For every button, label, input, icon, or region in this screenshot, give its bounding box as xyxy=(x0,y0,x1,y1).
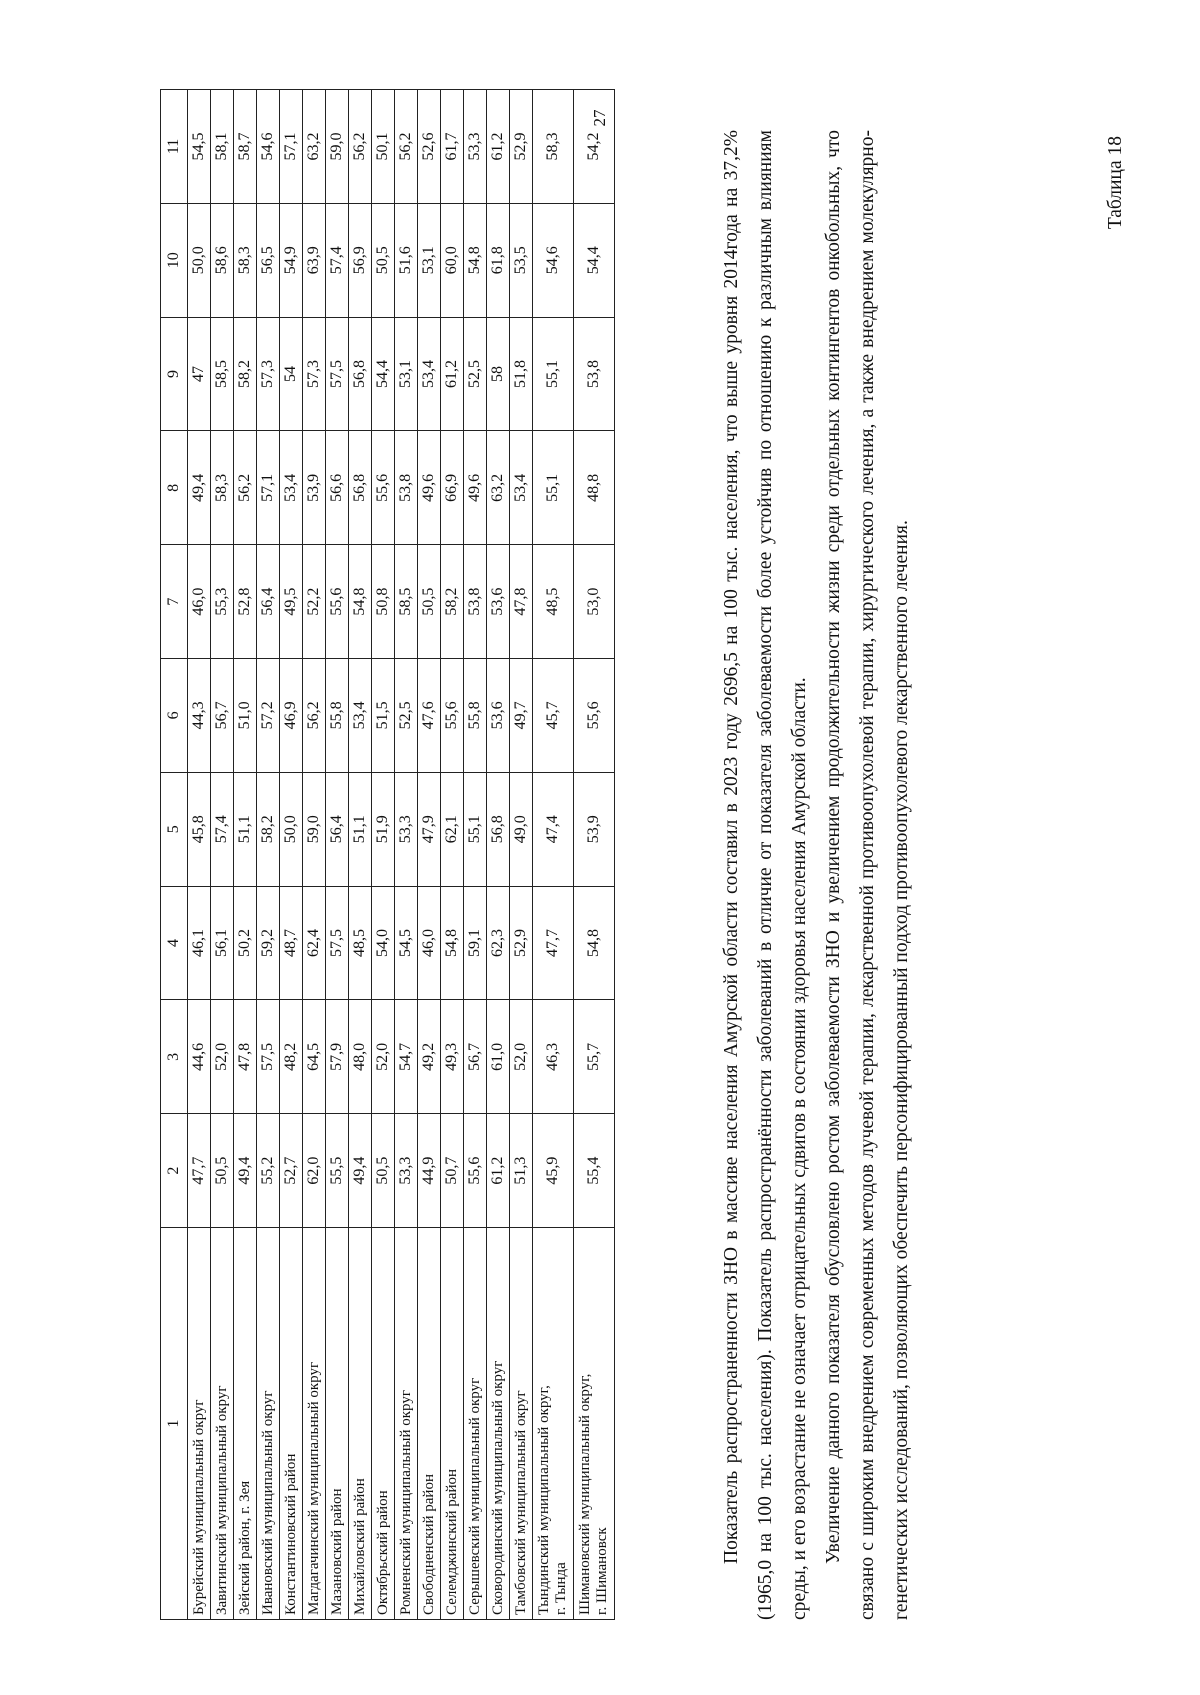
region-name-cell xyxy=(211,1228,234,1620)
value-cell: 49,5 xyxy=(280,545,303,659)
value-cell: 55,1 xyxy=(533,317,574,431)
value-cell: 50,0 xyxy=(280,772,303,886)
value-cell: 57,3 xyxy=(257,317,280,431)
value-cell: 59,0 xyxy=(303,772,326,886)
value-cell: 52,5 xyxy=(464,317,487,431)
value-cell: 53,6 xyxy=(487,659,510,773)
value-cell: 62,0 xyxy=(303,1114,326,1228)
value-cell: 57,1 xyxy=(257,431,280,545)
paragraph: Увеличение данного показателя обусловлено ростом заболеваемости ЗНО и увеличением продолжительности жизни среди отдельных контингентов онкобольных, что связано с широким внедрением современных методов лучевой терапии, лекарственной противоопухолевой терапии, хирургического лечения, а также внедрением молекулярно-генетических исследований, позволяющих обеспечить персонифицированный подход противоопухолевого лекарственного лечения. xyxy=(823,130,912,1620)
value-cell: 51,1 xyxy=(349,772,372,886)
value-cell: 54,8 xyxy=(441,886,464,1000)
value-cell: 47,8 xyxy=(234,1000,257,1114)
value-cell: 51,8 xyxy=(510,317,533,431)
value-cell: 53,3 xyxy=(395,1114,418,1228)
column-header: 10 xyxy=(161,203,188,317)
value-cell: 53,4 xyxy=(510,431,533,545)
table-row xyxy=(487,90,510,1620)
value-cell: 48,5 xyxy=(533,545,574,659)
region-name-cell xyxy=(418,1228,441,1620)
region-name: Завитинский муниципальный округ xyxy=(213,1385,230,1615)
value-cell: 59,2 xyxy=(257,886,280,1000)
region-name-city: г. Тында xyxy=(553,1562,569,1615)
region-name-cell xyxy=(280,1228,303,1620)
column-header: 3 xyxy=(161,1000,188,1114)
table-row xyxy=(303,90,326,1620)
region-name-cell xyxy=(372,1228,395,1620)
value-cell: 51,3 xyxy=(510,1114,533,1228)
value-cell: 57,3 xyxy=(303,317,326,431)
value-cell: 55,8 xyxy=(326,659,349,773)
value-cell: 54,6 xyxy=(533,203,574,317)
table-row xyxy=(464,90,487,1620)
value-cell: 53,4 xyxy=(280,431,303,545)
value-cell: 52,0 xyxy=(510,1000,533,1114)
value-cell: 55,4 xyxy=(574,1114,615,1228)
value-cell: 55,8 xyxy=(464,659,487,773)
region-name-cell xyxy=(574,1228,615,1620)
value-cell: 56,2 xyxy=(395,90,418,204)
value-cell: 57,4 xyxy=(326,203,349,317)
value-cell: 53,1 xyxy=(418,203,441,317)
value-cell: 53,6 xyxy=(487,545,510,659)
value-cell: 58,2 xyxy=(257,772,280,886)
column-header: 6 xyxy=(161,659,188,773)
table-row xyxy=(372,90,395,1620)
region-name-cell xyxy=(234,1228,257,1620)
value-cell: 47 xyxy=(188,317,211,431)
value-cell: 61,2 xyxy=(487,1114,510,1228)
value-cell: 56,9 xyxy=(349,203,372,317)
region-name-cell xyxy=(303,1228,326,1620)
value-cell: 53,4 xyxy=(349,659,372,773)
page-number: 27 xyxy=(590,109,609,127)
region-name-cell xyxy=(464,1228,487,1620)
table-row xyxy=(395,90,418,1620)
value-cell: 55,6 xyxy=(441,659,464,773)
value-cell: 55,2 xyxy=(257,1114,280,1228)
value-cell: 53,8 xyxy=(574,317,615,431)
table-header-row xyxy=(161,90,188,1620)
region-name-cell xyxy=(395,1228,418,1620)
region-name: Мазановский район xyxy=(328,1488,345,1615)
value-cell: 62,4 xyxy=(303,886,326,1000)
value-cell: 51,5 xyxy=(372,659,395,773)
value-cell: 50,2 xyxy=(234,886,257,1000)
region-name-cell xyxy=(533,1228,574,1620)
value-cell: 44,3 xyxy=(188,659,211,773)
rotated-page-content xyxy=(160,90,1200,1650)
value-cell: 54,5 xyxy=(188,90,211,204)
value-cell: 56,6 xyxy=(326,431,349,545)
value-cell: 50,7 xyxy=(441,1114,464,1228)
value-cell: 45,9 xyxy=(533,1114,574,1228)
value-cell: 54,4 xyxy=(372,317,395,431)
region-name-cell xyxy=(510,1228,533,1620)
region-name: Бурейский муниципальный округ xyxy=(190,1399,207,1615)
value-cell: 55,1 xyxy=(464,772,487,886)
value-cell: 56,8 xyxy=(487,772,510,886)
region-name-cell xyxy=(188,1228,211,1620)
value-cell: 59,1 xyxy=(464,886,487,1000)
value-cell: 47,9 xyxy=(418,772,441,886)
value-cell: 52,7 xyxy=(280,1114,303,1228)
value-cell: 59,0 xyxy=(326,90,349,204)
value-cell: 51,9 xyxy=(372,772,395,886)
value-cell: 58,3 xyxy=(533,90,574,204)
table-row xyxy=(441,90,464,1620)
column-header: 11 xyxy=(161,90,188,204)
value-cell: 45,7 xyxy=(533,659,574,773)
value-cell: 48,8 xyxy=(574,431,615,545)
table-row xyxy=(510,90,533,1620)
value-cell: 44,9 xyxy=(418,1114,441,1228)
value-cell: 57,5 xyxy=(257,1000,280,1114)
region-name: Зейский район, г. Зея xyxy=(236,1480,253,1615)
value-cell: 58,1 xyxy=(211,90,234,204)
value-cell: 53,8 xyxy=(395,431,418,545)
body-text xyxy=(715,130,919,1620)
value-cell: 58,3 xyxy=(211,431,234,545)
value-cell: 58,5 xyxy=(395,545,418,659)
column-header: 8 xyxy=(161,431,188,545)
value-cell: 53,3 xyxy=(464,90,487,204)
value-cell: 60,0 xyxy=(441,203,464,317)
value-cell: 50,5 xyxy=(372,1114,395,1228)
value-cell: 53,5 xyxy=(510,203,533,317)
column-header: 1 xyxy=(161,1228,188,1620)
table-row xyxy=(211,90,234,1620)
value-cell: 45,8 xyxy=(188,772,211,886)
value-cell: 49,3 xyxy=(441,1000,464,1114)
region-name-cell xyxy=(257,1228,280,1620)
region-name: Октябрьский район xyxy=(374,1490,391,1615)
value-cell: 50,5 xyxy=(211,1114,234,1228)
value-cell: 50,0 xyxy=(188,203,211,317)
value-cell: 57,2 xyxy=(257,659,280,773)
value-cell: 55,7 xyxy=(574,1000,615,1114)
value-cell: 52,6 xyxy=(418,90,441,204)
region-name-cell xyxy=(326,1228,349,1620)
value-cell: 58,6 xyxy=(211,203,234,317)
column-header: 9 xyxy=(161,317,188,431)
value-cell: 46,9 xyxy=(280,659,303,773)
value-cell: 54,8 xyxy=(349,545,372,659)
value-cell: 61,7 xyxy=(441,90,464,204)
value-cell: 64,5 xyxy=(303,1000,326,1114)
value-cell: 48,5 xyxy=(349,886,372,1000)
value-cell: 56,8 xyxy=(349,317,372,431)
value-cell: 63,2 xyxy=(303,90,326,204)
value-cell: 54,5 xyxy=(395,886,418,1000)
value-cell: 55,1 xyxy=(533,431,574,545)
value-cell: 55,3 xyxy=(211,545,234,659)
value-cell: 47,6 xyxy=(418,659,441,773)
value-cell: 63,2 xyxy=(487,431,510,545)
value-cell: 57,5 xyxy=(326,317,349,431)
value-cell: 55,6 xyxy=(372,431,395,545)
value-cell: 55,6 xyxy=(464,1114,487,1228)
value-cell: 54,7 xyxy=(395,1000,418,1114)
region-name: Селемджинский район xyxy=(443,1469,460,1615)
value-cell: 54,8 xyxy=(574,886,615,1000)
table-row xyxy=(574,90,615,1620)
value-cell: 57,1 xyxy=(280,90,303,204)
value-cell: 57,4 xyxy=(211,772,234,886)
region-name: Шимановский муниципальный округ, xyxy=(577,1373,593,1615)
value-cell: 49,4 xyxy=(349,1114,372,1228)
value-cell: 53,9 xyxy=(574,772,615,886)
value-cell: 50,1 xyxy=(372,90,395,204)
value-cell: 56,8 xyxy=(349,431,372,545)
value-cell: 54,2 xyxy=(574,90,615,204)
value-cell: 49,7 xyxy=(510,659,533,773)
value-cell: 54,8 xyxy=(464,203,487,317)
value-cell: 56,5 xyxy=(257,203,280,317)
value-cell: 49,4 xyxy=(234,1114,257,1228)
value-cell: 48,2 xyxy=(280,1000,303,1114)
region-name: Ромненский муниципальный округ xyxy=(397,1389,414,1615)
value-cell: 61,0 xyxy=(487,1000,510,1114)
value-cell: 53,9 xyxy=(303,431,326,545)
paragraph: Показатель распространенности ЗНО в массиве населения Амурской области составил в 2023 году 2696,5 на 100 тыс. населения, что выше уровня 2014года на 37,2%(1965,0 на 100 тыс. населения). Показатель распространённости заболеваний в отличие от показателя заболеваемости более устойчив по отношению к различным влияниям среды, и его возрастание не означает отрицательных сдвигов в состоянии здоровья населения Амурской области. xyxy=(721,130,810,1620)
column-header: 7 xyxy=(161,545,188,659)
region-name-city: г. Шимановск xyxy=(594,1527,610,1615)
value-cell: 49,6 xyxy=(418,431,441,545)
value-cell: 51,6 xyxy=(395,203,418,317)
value-cell: 47,7 xyxy=(533,886,574,1000)
value-cell: 49,2 xyxy=(418,1000,441,1114)
value-cell: 53,3 xyxy=(395,772,418,886)
value-cell: 46,1 xyxy=(188,886,211,1000)
value-cell: 47,4 xyxy=(533,772,574,886)
value-cell: 56,4 xyxy=(257,545,280,659)
value-cell: 46,0 xyxy=(418,886,441,1000)
table-row xyxy=(234,90,257,1620)
value-cell: 62,3 xyxy=(487,886,510,1000)
value-cell: 58,7 xyxy=(234,90,257,204)
value-cell: 49,0 xyxy=(510,772,533,886)
value-cell: 49,4 xyxy=(188,431,211,545)
column-header: 4 xyxy=(161,886,188,1000)
region-name-cell xyxy=(487,1228,510,1620)
value-cell: 58,3 xyxy=(234,203,257,317)
value-cell: 55,5 xyxy=(326,1114,349,1228)
value-cell: 46,3 xyxy=(533,1000,574,1114)
value-cell: 56,2 xyxy=(234,431,257,545)
region-name: Серышевский муниципальный округ xyxy=(466,1377,483,1615)
value-cell: 56,2 xyxy=(303,659,326,773)
value-cell: 56,7 xyxy=(464,1000,487,1114)
value-cell: 53,1 xyxy=(395,317,418,431)
value-cell: 50,5 xyxy=(418,545,441,659)
table-row xyxy=(418,90,441,1620)
value-cell: 56,2 xyxy=(349,90,372,204)
value-cell: 47,8 xyxy=(510,545,533,659)
value-cell: 61,8 xyxy=(487,203,510,317)
value-cell: 46,0 xyxy=(188,545,211,659)
value-cell: 54,0 xyxy=(372,886,395,1000)
value-cell: 56,7 xyxy=(211,659,234,773)
value-cell: 56,4 xyxy=(326,772,349,886)
table-caption: Таблица 18 xyxy=(1105,136,1126,230)
value-cell: 57,5 xyxy=(326,886,349,1000)
value-cell: 62,1 xyxy=(441,772,464,886)
table-row xyxy=(188,90,211,1620)
table-row xyxy=(326,90,349,1620)
region-name: Тындинский муниципальный округ, xyxy=(536,1385,552,1615)
value-cell: 48,0 xyxy=(349,1000,372,1114)
value-cell: 55,6 xyxy=(326,545,349,659)
value-cell: 52,5 xyxy=(395,659,418,773)
region-prevalence-table xyxy=(160,89,615,1620)
value-cell: 58,2 xyxy=(234,317,257,431)
value-cell: 50,8 xyxy=(372,545,395,659)
region-name: Свободненский район xyxy=(420,1474,437,1615)
value-cell: 56,1 xyxy=(211,886,234,1000)
value-cell: 47,7 xyxy=(188,1114,211,1228)
value-cell: 52,8 xyxy=(234,545,257,659)
value-cell: 57,9 xyxy=(326,1000,349,1114)
value-cell: 52,0 xyxy=(211,1000,234,1114)
column-header: 2 xyxy=(161,1114,188,1228)
value-cell: 49,6 xyxy=(464,431,487,545)
value-cell: 54,9 xyxy=(280,203,303,317)
value-cell: 58,5 xyxy=(211,317,234,431)
value-cell: 44,6 xyxy=(188,1000,211,1114)
table-row xyxy=(349,90,372,1620)
region-name: Константиновский район xyxy=(282,1453,299,1615)
region-name-cell xyxy=(349,1228,372,1620)
value-cell: 48,7 xyxy=(280,886,303,1000)
value-cell: 52,0 xyxy=(372,1000,395,1114)
value-cell: 54,6 xyxy=(257,90,280,204)
column-header: 5 xyxy=(161,772,188,886)
table-row xyxy=(257,90,280,1620)
region-name: Михайловский район xyxy=(351,1478,368,1615)
value-cell: 51,1 xyxy=(234,772,257,886)
value-cell: 52,9 xyxy=(510,886,533,1000)
value-cell: 51,0 xyxy=(234,659,257,773)
value-cell: 58 xyxy=(487,317,510,431)
value-cell: 54,4 xyxy=(574,203,615,317)
value-cell: 53,4 xyxy=(418,317,441,431)
value-cell: 54 xyxy=(280,317,303,431)
value-cell: 53,8 xyxy=(464,545,487,659)
value-cell: 66,9 xyxy=(441,431,464,545)
region-name-cell xyxy=(441,1228,464,1620)
table-row xyxy=(533,90,574,1620)
value-cell: 52,2 xyxy=(303,545,326,659)
value-cell: 63,9 xyxy=(303,203,326,317)
region-name: Сковородинский муниципальный округ xyxy=(489,1360,506,1615)
value-cell: 58,2 xyxy=(441,545,464,659)
value-cell: 55,6 xyxy=(574,659,615,773)
region-name: Магдагачинский муниципальный округ xyxy=(305,1361,322,1615)
table-row xyxy=(280,90,303,1620)
value-cell: 53,0 xyxy=(574,545,615,659)
value-cell: 52,9 xyxy=(510,90,533,204)
value-cell: 50,5 xyxy=(372,203,395,317)
value-cell: 61,2 xyxy=(441,317,464,431)
region-name: Тамбовский муниципальный округ xyxy=(512,1390,529,1615)
region-name: Ивановский муниципальный округ xyxy=(259,1390,276,1615)
value-cell: 61,2 xyxy=(487,90,510,204)
